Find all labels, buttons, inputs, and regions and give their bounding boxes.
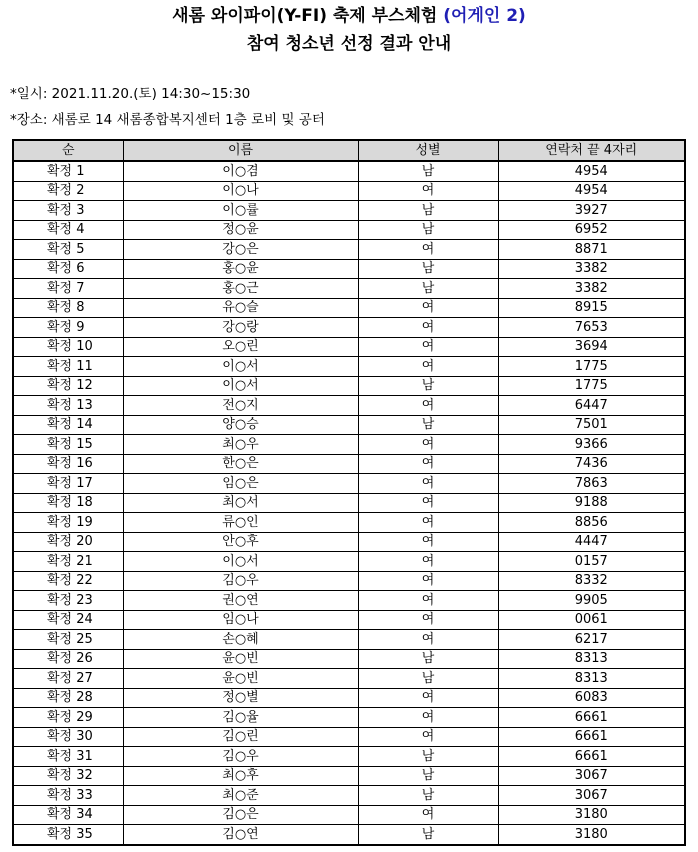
rank-cell: 확정 11 (13, 357, 123, 377)
gender-cell: 남 (358, 279, 498, 299)
table-row (13, 805, 685, 825)
gender-cell: 여 (358, 688, 498, 708)
name-cell: 정○윤 (123, 220, 358, 240)
event-date: *일시: 2021.11.20.(토) 14:30~15:30 (10, 86, 251, 102)
table-row (13, 688, 685, 708)
rank-cell: 확정 1 (13, 161, 123, 181)
table-row (13, 220, 685, 240)
rank-cell: 확정 24 (13, 610, 123, 630)
phone-cell: 3067 (498, 786, 685, 806)
name-cell: 김○율 (123, 708, 358, 728)
phone-cell: 8313 (498, 649, 685, 669)
title-accent: (어게인 2) (443, 6, 526, 26)
gender-cell: 여 (358, 708, 498, 728)
table-row (13, 649, 685, 669)
gender-cell: 여 (358, 493, 498, 513)
title-main: 새롬 와이파이(Y-FI) 축제 부스체험 (172, 6, 444, 26)
gender-cell: 여 (358, 357, 498, 377)
name-cell: 이○서 (123, 552, 358, 572)
table-row (13, 825, 685, 845)
phone-cell: 3927 (498, 201, 685, 221)
rank-cell: 확정 8 (13, 298, 123, 318)
gender-cell: 남 (358, 766, 498, 786)
name-cell: 최○서 (123, 493, 358, 513)
phone-cell: 6447 (498, 396, 685, 416)
phone-cell: 7436 (498, 454, 685, 474)
table-row (13, 259, 685, 279)
gender-cell: 남 (358, 259, 498, 279)
phone-cell: 1775 (498, 376, 685, 396)
phone-cell: 6217 (498, 630, 685, 650)
phone-cell: 8915 (498, 298, 685, 318)
phone-cell: 8871 (498, 240, 685, 260)
rank-cell: 확정 33 (13, 786, 123, 806)
rank-cell: 확정 22 (13, 571, 123, 591)
page-subtitle: 참여 청소년 선정 결과 안내 (246, 34, 452, 54)
table-row (13, 279, 685, 299)
table-row (13, 708, 685, 728)
phone-cell: 8856 (498, 513, 685, 533)
table-row (13, 181, 685, 201)
rank-cell: 확정 14 (13, 415, 123, 435)
name-cell: 정○별 (123, 688, 358, 708)
column-header-phone: 연락처 끝 4자리 (498, 140, 685, 161)
gender-cell: 여 (358, 571, 498, 591)
rank-cell: 확정 2 (13, 181, 123, 201)
phone-cell: 6661 (498, 708, 685, 728)
rank-cell: 확정 30 (13, 727, 123, 747)
gender-cell: 남 (358, 220, 498, 240)
participant-table (12, 139, 686, 846)
rank-cell: 확정 9 (13, 318, 123, 338)
gender-cell: 남 (358, 201, 498, 221)
name-cell: 이○서 (123, 357, 358, 377)
name-cell: 양○승 (123, 415, 358, 435)
page-title (0, 6, 698, 26)
name-cell: 이○나 (123, 181, 358, 201)
table-row (13, 552, 685, 572)
phone-cell: 6661 (498, 727, 685, 747)
phone-cell: 7653 (498, 318, 685, 338)
rank-cell: 확정 12 (13, 376, 123, 396)
name-cell: 오○린 (123, 337, 358, 357)
name-cell: 이○겸 (123, 161, 358, 181)
name-cell: 류○인 (123, 513, 358, 533)
table-body (13, 161, 685, 845)
name-cell: 김○우 (123, 747, 358, 767)
phone-cell: 7863 (498, 474, 685, 494)
table-row (13, 630, 685, 650)
name-cell: 윤○빈 (123, 649, 358, 669)
phone-cell: 3382 (498, 279, 685, 299)
rank-cell: 확정 7 (13, 279, 123, 299)
name-cell: 한○은 (123, 454, 358, 474)
column-header-gender: 성별 (358, 140, 498, 161)
table-row (13, 454, 685, 474)
rank-cell: 확정 21 (13, 552, 123, 572)
name-cell: 김○우 (123, 571, 358, 591)
rank-cell: 확정 20 (13, 532, 123, 552)
phone-cell: 4954 (498, 161, 685, 181)
gender-cell: 여 (358, 630, 498, 650)
gender-cell: 여 (358, 532, 498, 552)
table-row (13, 727, 685, 747)
name-cell: 전○지 (123, 396, 358, 416)
table-row (13, 474, 685, 494)
table-row (13, 591, 685, 611)
name-cell: 강○은 (123, 240, 358, 260)
name-cell: 안○후 (123, 532, 358, 552)
name-cell: 강○랑 (123, 318, 358, 338)
gender-cell: 여 (358, 298, 498, 318)
table-row (13, 337, 685, 357)
table-row (13, 532, 685, 552)
name-cell: 김○연 (123, 825, 358, 845)
phone-cell: 9188 (498, 493, 685, 513)
table-row (13, 415, 685, 435)
gender-cell: 남 (358, 747, 498, 767)
rank-cell: 확정 34 (13, 805, 123, 825)
rank-cell: 확정 5 (13, 240, 123, 260)
rank-cell: 확정 16 (13, 454, 123, 474)
table-row (13, 298, 685, 318)
gender-cell: 남 (358, 161, 498, 181)
rank-cell: 확정 23 (13, 591, 123, 611)
rank-cell: 확정 27 (13, 669, 123, 689)
rank-cell: 확정 35 (13, 825, 123, 845)
table-row (13, 435, 685, 455)
phone-cell: 4954 (498, 181, 685, 201)
phone-cell: 6083 (498, 688, 685, 708)
phone-cell: 4447 (498, 532, 685, 552)
gender-cell: 여 (358, 337, 498, 357)
rank-cell: 확정 18 (13, 493, 123, 513)
name-cell: 유○슬 (123, 298, 358, 318)
table-row (13, 571, 685, 591)
phone-cell: 7501 (498, 415, 685, 435)
table-row (13, 396, 685, 416)
gender-cell: 여 (358, 318, 498, 338)
table-row (13, 376, 685, 396)
phone-cell: 0061 (498, 610, 685, 630)
table-row (13, 318, 685, 338)
gender-cell: 여 (358, 552, 498, 572)
gender-cell: 여 (358, 474, 498, 494)
gender-cell: 여 (358, 181, 498, 201)
phone-cell: 0157 (498, 552, 685, 572)
table-row (13, 240, 685, 260)
name-cell: 김○린 (123, 727, 358, 747)
gender-cell: 여 (358, 396, 498, 416)
name-cell: 최○후 (123, 766, 358, 786)
name-cell: 홍○윤 (123, 259, 358, 279)
table-row (13, 513, 685, 533)
rank-cell: 확정 6 (13, 259, 123, 279)
name-cell: 권○연 (123, 591, 358, 611)
table-row (13, 161, 685, 181)
name-cell: 임○은 (123, 474, 358, 494)
column-header-name: 이름 (123, 140, 358, 161)
phone-cell: 8313 (498, 669, 685, 689)
rank-cell: 확정 15 (13, 435, 123, 455)
name-cell: 이○률 (123, 201, 358, 221)
gender-cell: 남 (358, 786, 498, 806)
table-header-row (13, 140, 685, 161)
table-row (13, 357, 685, 377)
table-row (13, 201, 685, 221)
name-cell: 임○나 (123, 610, 358, 630)
rank-cell: 확정 10 (13, 337, 123, 357)
gender-cell: 여 (358, 591, 498, 611)
rank-cell: 확정 25 (13, 630, 123, 650)
gender-cell: 여 (358, 240, 498, 260)
phone-cell: 9366 (498, 435, 685, 455)
rank-cell: 확정 29 (13, 708, 123, 728)
gender-cell: 남 (358, 415, 498, 435)
event-place: *장소: 새롬로 14 새롬종합복지센터 1층 로비 및 공터 (10, 112, 325, 128)
phone-cell: 3067 (498, 766, 685, 786)
name-cell: 윤○빈 (123, 669, 358, 689)
gender-cell: 남 (358, 669, 498, 689)
table-row (13, 493, 685, 513)
rank-cell: 확정 32 (13, 766, 123, 786)
table-row (13, 766, 685, 786)
gender-cell: 여 (358, 610, 498, 630)
rank-cell: 확정 26 (13, 649, 123, 669)
gender-cell: 여 (358, 454, 498, 474)
gender-cell: 여 (358, 805, 498, 825)
phone-cell: 6661 (498, 747, 685, 767)
column-header-rank: 순 (13, 140, 123, 161)
gender-cell: 여 (358, 727, 498, 747)
gender-cell: 여 (358, 513, 498, 533)
phone-cell: 1775 (498, 357, 685, 377)
name-cell: 최○우 (123, 435, 358, 455)
table-row (13, 669, 685, 689)
table-row (13, 610, 685, 630)
table-row (13, 786, 685, 806)
rank-cell: 확정 31 (13, 747, 123, 767)
name-cell: 김○은 (123, 805, 358, 825)
gender-cell: 남 (358, 376, 498, 396)
phone-cell: 3180 (498, 825, 685, 845)
name-cell: 홍○근 (123, 279, 358, 299)
phone-cell: 9905 (498, 591, 685, 611)
phone-cell: 3694 (498, 337, 685, 357)
rank-cell: 확정 13 (13, 396, 123, 416)
table-row (13, 747, 685, 767)
gender-cell: 여 (358, 435, 498, 455)
rank-cell: 확정 4 (13, 220, 123, 240)
gender-cell: 남 (358, 649, 498, 669)
name-cell: 최○준 (123, 786, 358, 806)
gender-cell: 남 (358, 825, 498, 845)
rank-cell: 확정 3 (13, 201, 123, 221)
rank-cell: 확정 17 (13, 474, 123, 494)
phone-cell: 3180 (498, 805, 685, 825)
name-cell: 이○서 (123, 376, 358, 396)
rank-cell: 확정 19 (13, 513, 123, 533)
phone-cell: 8332 (498, 571, 685, 591)
phone-cell: 6952 (498, 220, 685, 240)
rank-cell: 확정 28 (13, 688, 123, 708)
phone-cell: 3382 (498, 259, 685, 279)
name-cell: 손○혜 (123, 630, 358, 650)
